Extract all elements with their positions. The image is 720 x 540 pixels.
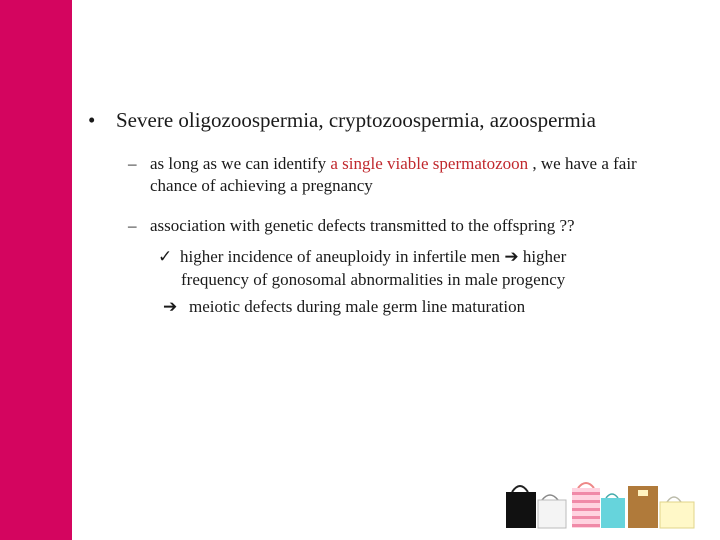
sub-bullet-2: [128, 215, 688, 237]
main-bullet: [88, 108, 596, 133]
black-bag-icon: [506, 486, 536, 528]
bullet-dot: •: [88, 108, 96, 132]
sub-bullet-1-suffix: , we have a fair chance of achieving a pregnancy: [150, 154, 637, 195]
sub-bullet-1-prefix: as long as we can identify: [150, 154, 331, 173]
right-arrow-icon: ➔: [504, 247, 519, 266]
arrow-item: [163, 297, 525, 317]
brown-bag-icon: [628, 486, 658, 528]
check-item-text-2: higher: [518, 247, 567, 266]
check-item-text-3: frequency of gonosomal abnormalities in male progency: [181, 270, 566, 289]
arrow-bullet-icon: ➔: [163, 297, 178, 316]
checkmark-icon: ✓: [158, 247, 173, 266]
white-bag-icon: [538, 495, 566, 528]
check-item: [158, 245, 658, 291]
arrow-item-text: meiotic defects during male germ line maturation: [189, 297, 526, 316]
yellow-bag-icon: [660, 497, 694, 528]
sub-bullet-1: [128, 153, 688, 197]
main-bullet-text: Severe oligozoospermia, cryptozoospermia, azoospermia: [116, 108, 596, 132]
dash-marker: –: [128, 216, 137, 235]
highlighted-phrase: a single viable spermatozoon: [330, 154, 529, 173]
check-item-text-1: higher incidence of aneuploidy in infertile men: [180, 247, 505, 266]
sub-bullet-2-text: association with genetic defects transmitted to the offspring ??: [150, 216, 575, 235]
shopping-bags-illustration: [502, 480, 702, 540]
teal-bag-icon: [601, 494, 625, 528]
dash-marker: –: [128, 154, 137, 173]
striped-bag-icon: [572, 483, 600, 528]
